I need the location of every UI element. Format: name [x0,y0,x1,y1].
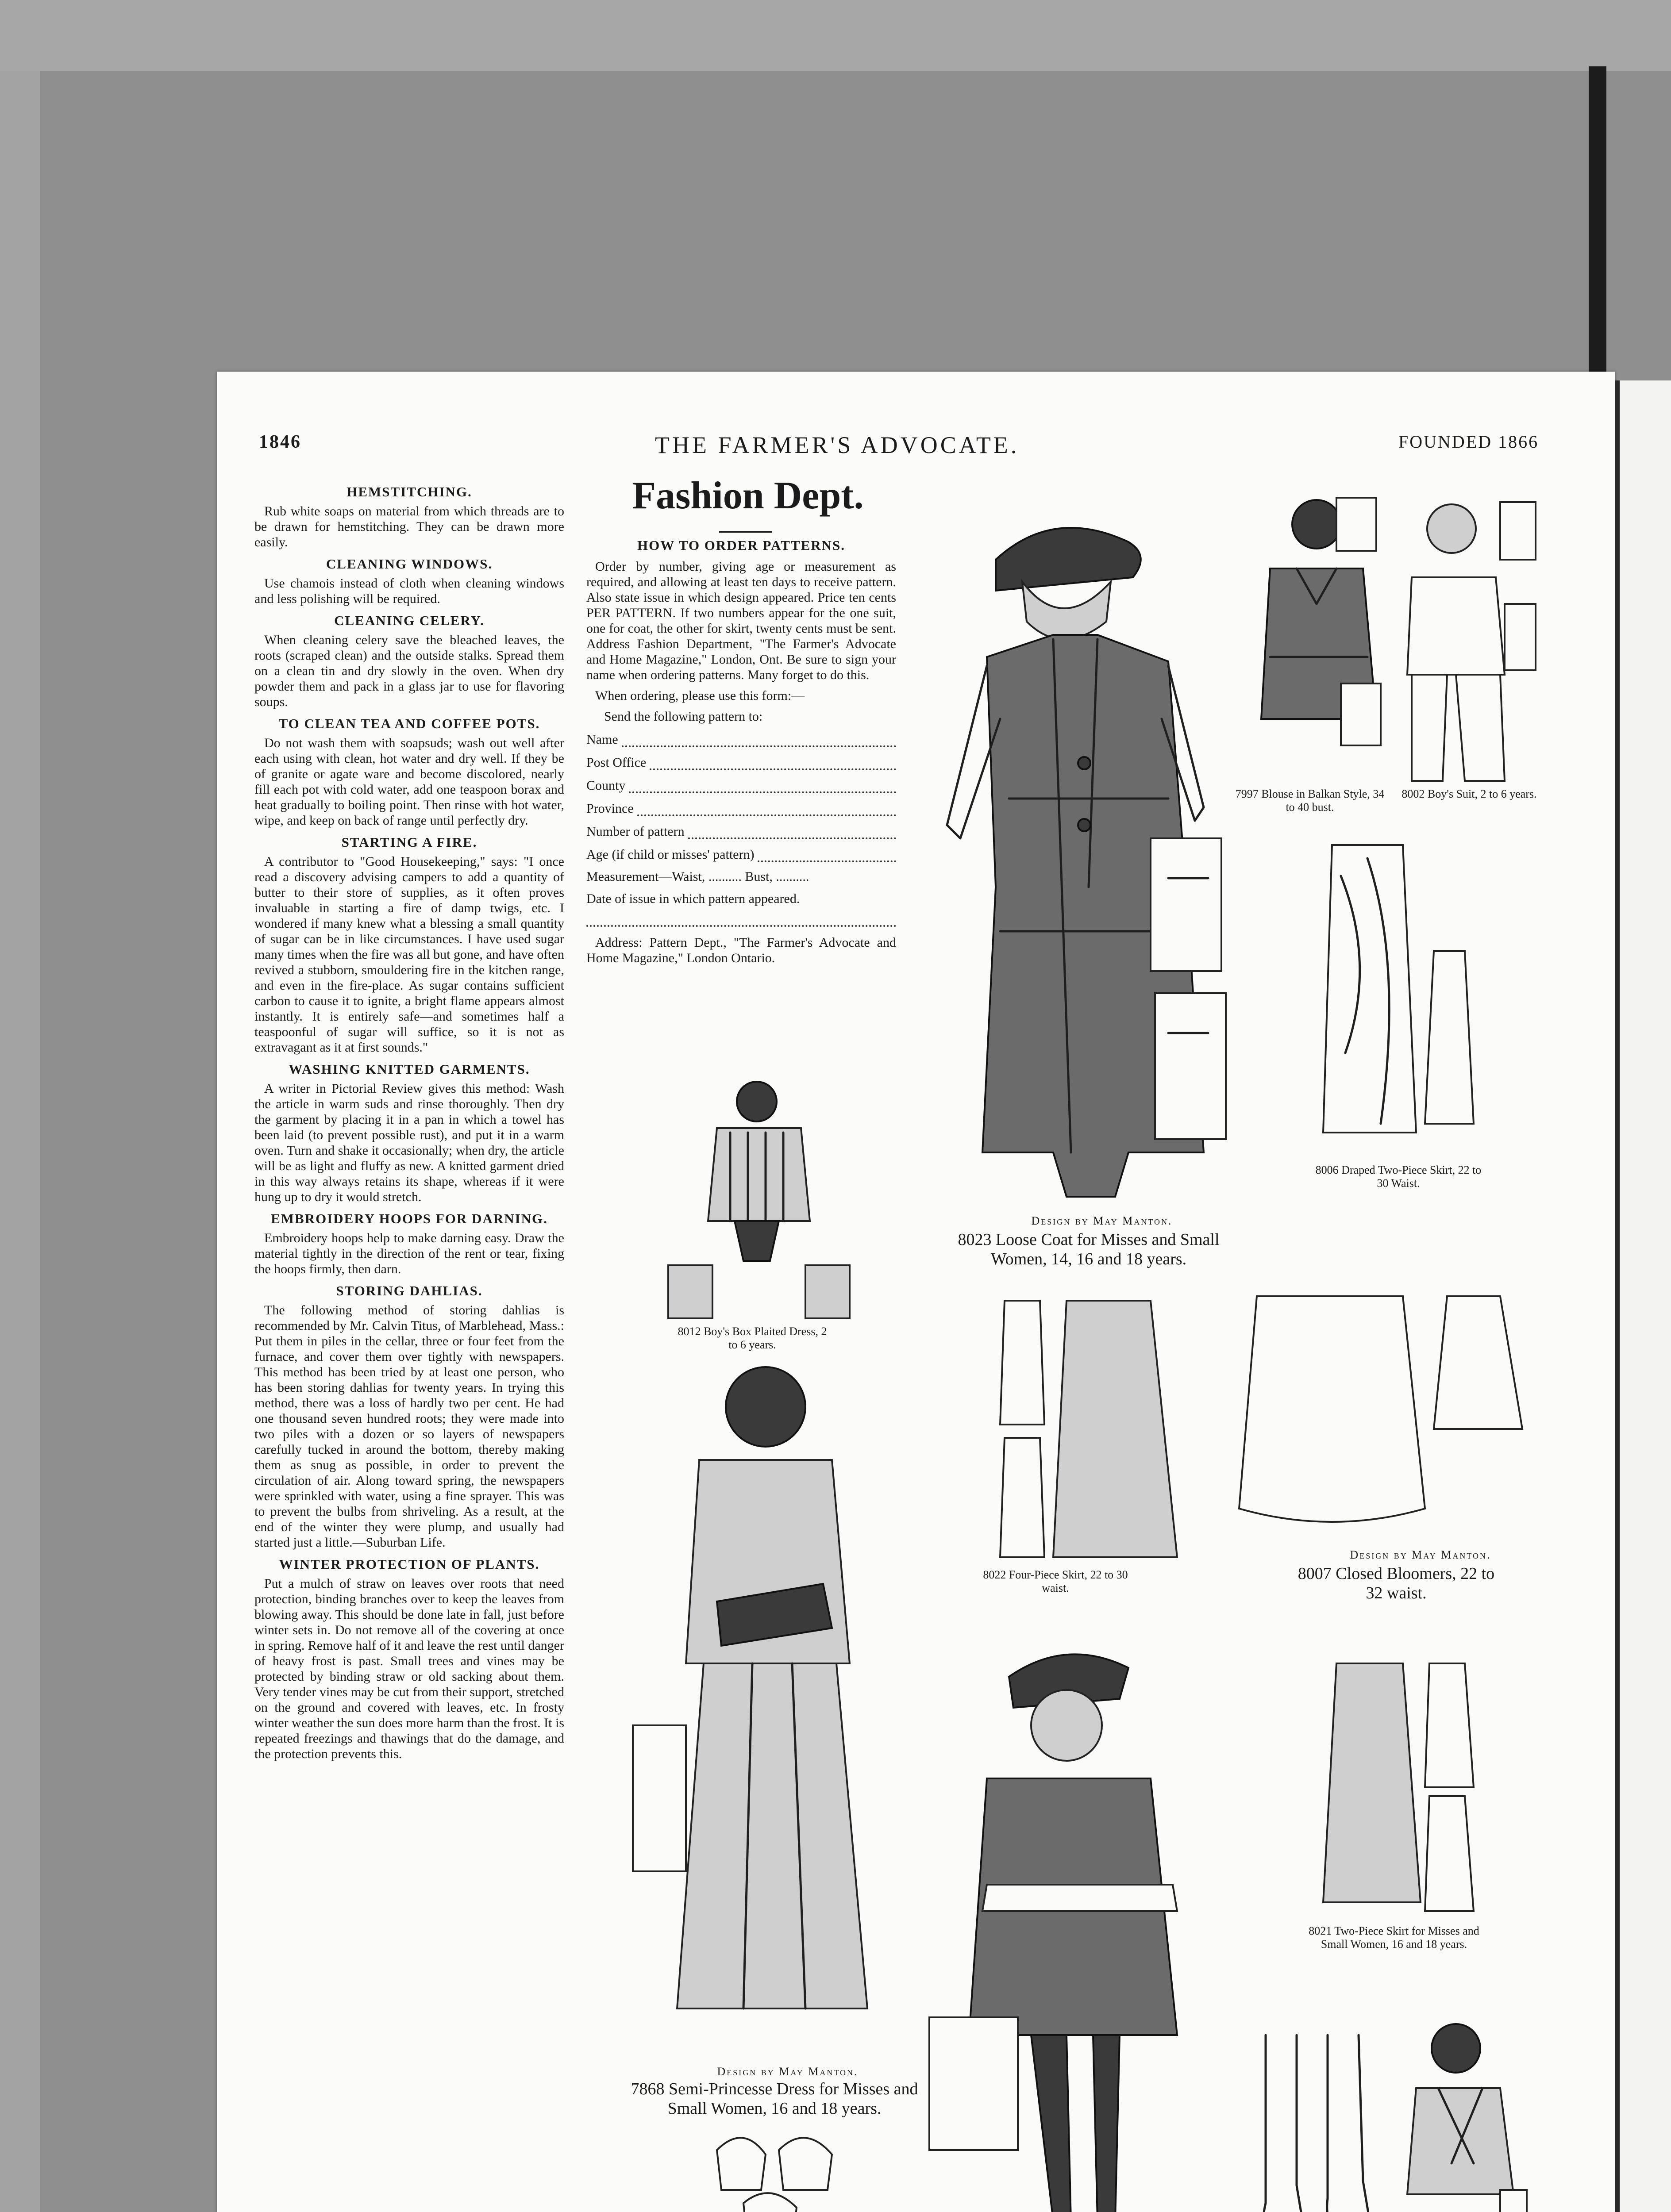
caption-8012: 8012 Boy's Box Plaited Dress, 2 to 6 years. [678,1325,827,1351]
hint-heading: EMBROIDERY HOOPS FOR DARNING. [271,1211,548,1226]
household-hints-column [254,478,564,2212]
hint-heading: CLEANING CELERY. [334,613,485,628]
form-label-bust: Bust, [745,869,773,884]
form-field-name [586,731,896,747]
illustration-7997-balkan-blouse [1244,489,1394,790]
form-blank: .......... [776,869,809,884]
boys-suit-drawing [1394,489,1544,790]
hint-heading: STORING DAHLIAS. [336,1283,483,1298]
adjacent-page-edge [1615,380,1671,2212]
form-label: Province [586,801,634,816]
balkan-blouse-drawing [1244,489,1394,790]
scan-dark-edge [1589,66,1606,376]
hint-text: The following method of storing dahlias is recommended by Mr. Calvin Titus, of Marblehead, Mass.: Put them in piles in the cellar, three or four feet from the furnace, and cover them over tightly with newspapers. This method has been tried by at least one person, who has been storing dahlias for twenty years. In trying this method, there was a loss of hardly two per cent. He had one thousand seven hundred roots; they were made into two piles with a dozen or so layers of newspapers carefully tucked in around the bottom, thereby making them as snug as possible, in order to prevent the circulation of air. Along toward spring, the newspapers were sprinkled with water, using a fine sprayer. This was to prevent the bulbs from shriveling. As a result, at the end of the winter they were plump, and usually had started just a little.—Suburban Life. [254,1303,564,1550]
illustration-7868-semi-princesse-dress [628,1354,903,2062]
illustration-8009-childs-caps [699,2124,845,2212]
caption-8023: 8023 Loose Coat for Misses and Small Women, 14, 16 and 18 years. [958,1230,1220,1268]
childs-caps-drawing [699,2124,845,2212]
form-label: Name [586,732,618,747]
hint-winter-protection [254,1556,564,1762]
coat-figure-drawing [920,489,1257,1210]
form-label-waist: Measurement—Waist, [586,869,705,884]
design-credit-8023: Design by May Manton. [1031,1214,1173,1227]
title-rule [719,531,772,533]
box-plaited-dress-drawing [664,1075,854,1323]
form-field-measurement [586,869,896,884]
illustration-8002-boys-suit [1394,489,1544,790]
illustration-7994-stocking-pattern [1239,2026,1385,2212]
scan-background-top [0,0,1671,71]
four-piece-skirt-drawing [991,1292,1186,1566]
hint-storing-dahlias [254,1283,564,1550]
closed-bloomers-drawing [1235,1287,1527,1535]
hint-heading: WASHING KNITTED GARMENTS. [289,1061,530,1077]
caption-8022: 8022 Four-Piece Skirt, 22 to 30 waist. [983,1568,1128,1594]
illustration-8007-closed-bloomers [1235,1287,1527,1535]
form-label: Number of pattern [586,824,685,839]
form-blank-line [586,916,896,927]
design-credit-8007: Design by May Manton. [1350,1548,1491,1561]
hint-text: Rub white soaps on material from which threads are to be drawn for hemstitching. They can be drawn more easily. [254,504,564,549]
hint-text: A writer in Pictorial Review gives this method: Wash the article in warm suds and rinse thoroughly. Then dry the garment by placing it in a pan in which a towel has been laid (to prevent possible rust), and put it in a warm oven. Turn and shake it occasionally; when dry, the article will be as light and fluffy as new. A knitted garment dried in this way always retains its shape, whereas if it were hung up to dry it would stretch. [254,1081,564,1204]
semi-princesse-dress-drawing [628,1354,903,2062]
illustration-8023-loose-coat [920,489,1257,1210]
form-field-county [586,777,896,793]
hint-text: Do not wash them with soapsuds; wash out well after each using with clean, hot water and dry well. If they be of granite or agate ware and become discolored, nearly fill each pot with cold water, add one teaspoon borax and heat gradually to boiling point. Then rinse with hot water, wipe, and keep on back of range until perfectly dry. [254,736,564,828]
illustration-8021-two-piece-skirt [1319,1655,1487,1916]
hint-hemstitching [254,484,564,550]
form-blank [629,780,896,793]
hint-text: Put a mulch of straw on leaves over roots that need protection, binding branches over to keep the leaves from blowing away. This should be done late in fall, just before winter sets in. Do not remove all of the covering at once in spring. Remove half of it and leave the rest until danger of heavy frost is past. Small trees and vines may be protected by binding straw or old sacking about them. Very tender vines may be cut from their support, stretched on the ground and covered with leaves, etc. In frosty winter weather the sun does more harm than the frost. It is repeated freezings and thawings that do the damage, and the protection prevents this. [254,1576,564,1761]
hint-text: A contributor to "Good Housekeeping," says: "I once read a discovery advising campers to add a quantity of butter to their store of supplies, as it often proves invaluable in starting a fire of damp twigs, etc. I wondered if many knew what a blessing a small quantity of sugar can be in like circumstances. I have used sugar many times when the fire was all but gone, and have often revived a stubborn, smouldering fire in the kitchen range, and even in the fire-place. As sugar contains sufficient carbon to cause it to ignite, a bright flame appears almost instantly. It is entirely safe—and sometimes half a teaspoonful of sugar will suffice, so it is not as extravagant as it at first sounds." [254,854,564,1055]
hint-text: When cleaning celery save the bleached leaves, the roots (scraped clean) and the outside stalks. Spread them on a clean tin and dry slowly in the oven. When dry powder them and pack in a glass jar to use for flavoring soups. [254,633,564,709]
girls-balkan-coat-drawing [920,1637,1248,2212]
hint-text: Use chamois instead of cloth when cleaning windows and less polishing will be required. [254,576,564,606]
draped-skirt-drawing [1314,832,1482,1150]
form-label: County [586,778,626,793]
hint-heading: CLEANING WINDOWS. [326,556,493,572]
stocking-pattern-drawing [1239,2026,1385,2212]
form-blank [758,849,896,862]
hint-text: Embroidery hoops help to make darning easy. Draw the material tightly in the direction of the rent or tear, fixing the hoops firmly, then darn. [254,1231,564,1276]
form-intro: When ordering, please use this form:— [595,688,805,703]
scan-background-left [0,71,40,2212]
two-piece-skirt-drawing [1319,1655,1487,1916]
form-field-post-office [586,754,896,770]
order-instructions: Order by number, giving age or measurement as required, and allowing at least ten days to receive pattern. Also state issue in which design appeared. Price ten cents PER PATTERN. If two numbers appear for the one suit, one for coat, the other for skirt, twenty cents must be sent. Address Fashion Department, "The Farmer's Advocate and Home Magazine," London, Ont. Be sure to sign your name when ordering patterns. Many forget to do this. [586,559,896,682]
form-blank [637,803,896,816]
design-credit-7868: Design by May Manton. [717,2065,859,2078]
surplice-blouse-drawing [1398,2017,1531,2212]
form-blank [688,826,896,839]
caption-8007: 8007 Closed Bloomers, 22 to 32 waist. [1298,1564,1495,1602]
hint-heading: HEMSTITCHING. [347,484,472,499]
illustration-8026-girls-balkan-coat [920,1637,1248,2212]
form-blank: .......... [708,869,742,884]
caption-7997: 7997 Blouse in Balkan Style, 34 to 40 bust. [1235,787,1385,814]
pattern-address: Address: Pattern Dept., "The Farmer's Advocate and Home Magazine," London Ontario. [586,935,896,965]
form-field-date: Date of issue in which pattern appeared. [586,891,800,906]
form-blank [622,734,896,747]
hint-heading: WINTER PROTECTION OF PLANTS. [279,1556,540,1572]
publication-title: THE FARMER'S ADVOCATE. [655,432,1020,458]
hint-embroidery-hoops [254,1211,564,1277]
form-field-province [586,800,896,816]
form-blank [650,757,896,770]
hint-heading: STARTING A FIRE. [341,834,477,850]
caption-8002: 8002 Boy's Suit, 2 to 6 years. [1401,787,1537,800]
caption-8006: 8006 Draped Two-Piece Skirt, 22 to 30 Waist. [1315,1164,1482,1190]
illustration-8022-four-piece-skirt [991,1292,1186,1566]
illustration-8006-draped-skirt [1314,832,1482,1150]
illustration-8012-box-plaited-dress [664,1075,854,1323]
fashion-dept-title: Fashion Dept. [632,474,864,517]
form-send: Send the following pattern to: [604,709,763,724]
caption-8021: 8021 Two-Piece Skirt for Misses and Small Women, 16 and 18 years. [1309,1924,1479,1951]
hint-tea-coffee-pots [254,716,564,828]
hint-starting-fire [254,834,564,1055]
order-heading: HOW TO ORDER PATTERNS. [637,538,846,553]
order-patterns-section [586,538,896,971]
form-field-age [586,846,896,862]
caption-7868: 7868 Semi-Princesse Dress for Misses and Small Women, 16 and 18 years. [631,2080,918,2118]
form-field-pattern-number [586,823,896,839]
page-number: 1846 [259,432,301,452]
hint-knitted-garments [254,1061,564,1205]
illustration-8005-surplice-blouse [1398,2017,1531,2212]
founded-note: FOUNDED 1866 [1398,432,1539,452]
hint-heading: TO CLEAN TEA AND COFFEE POTS. [278,716,540,731]
form-label: Age (if child or misses' pattern) [586,847,755,862]
hint-cleaning-windows [254,556,564,607]
form-label: Post Office [586,755,647,770]
hint-cleaning-celery [254,613,564,710]
